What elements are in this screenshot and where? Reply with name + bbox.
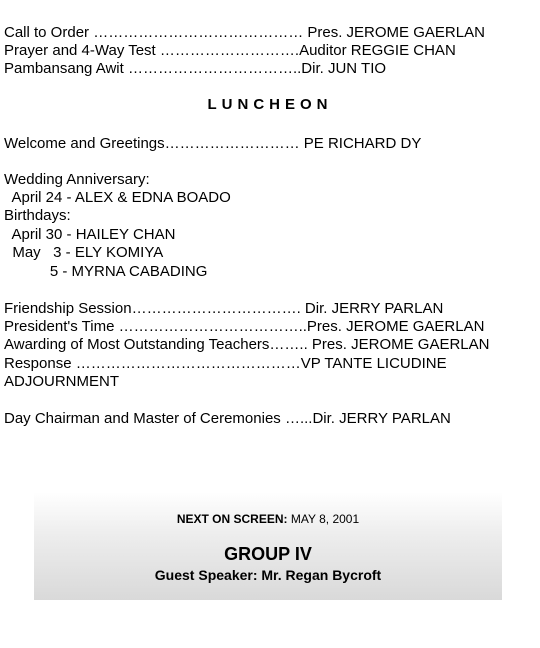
program-line-awarding: Awarding of Most Outstanding Teachers…….. Pres. JEROME GAERLAN xyxy=(4,336,490,353)
birthday-item: 5 - MYRNA CABADING xyxy=(4,263,208,280)
next-on-screen-label: NEXT ON SCREEN: xyxy=(176,512,288,526)
program-line-welcome: Welcome and Greetings……………………… PE RICHARD DY xyxy=(4,135,422,152)
program-line-presidents-time: President's Time ………………………………..Pres. JEROME GAERLAN xyxy=(4,318,485,335)
next-on-screen-line xyxy=(34,512,502,526)
group-title: GROUP IV xyxy=(224,544,312,564)
next-on-screen-panel xyxy=(34,492,502,600)
program-line-call-to-order: Call to Order …………………………………… Pres. JEROME GAERLAN xyxy=(4,24,485,41)
program-line-response: Response ………………………………………VP TANTE LICUDINE xyxy=(4,355,447,372)
program-line-friendship: Friendship Session……………………………. Dir. JERRY PARLAN xyxy=(4,300,444,317)
next-on-screen-date: MAY 8, 2001 xyxy=(290,512,360,526)
anniversary-item: April 24 - ALEX & EDNA BOADO xyxy=(4,189,231,206)
program-line-adjournment: ADJOURNMENT xyxy=(4,373,119,390)
birthday-item: April 30 - HAILEY CHAN xyxy=(4,226,176,243)
program-line-day-chairman: Day Chairman and Master of Ceremonies …...Dir. JERRY PARLAN xyxy=(4,410,451,427)
guest-speaker: Guest Speaker: Mr. Regan Bycroft xyxy=(154,567,382,583)
section-label-wedding: Wedding Anniversary: xyxy=(4,171,150,188)
program-line-prayer: Prayer and 4-Way Test ……………………….Auditor REGGIE CHAN xyxy=(4,42,456,59)
birthday-item: May 3 - ELY KOMIYA xyxy=(4,244,164,261)
luncheon-heading: LUNCHEON xyxy=(207,96,333,113)
program-line-anthem: Pambansang Awit ……………………………..Dir. JUN TIO xyxy=(4,60,387,77)
section-label-birthdays: Birthdays: xyxy=(4,207,71,224)
